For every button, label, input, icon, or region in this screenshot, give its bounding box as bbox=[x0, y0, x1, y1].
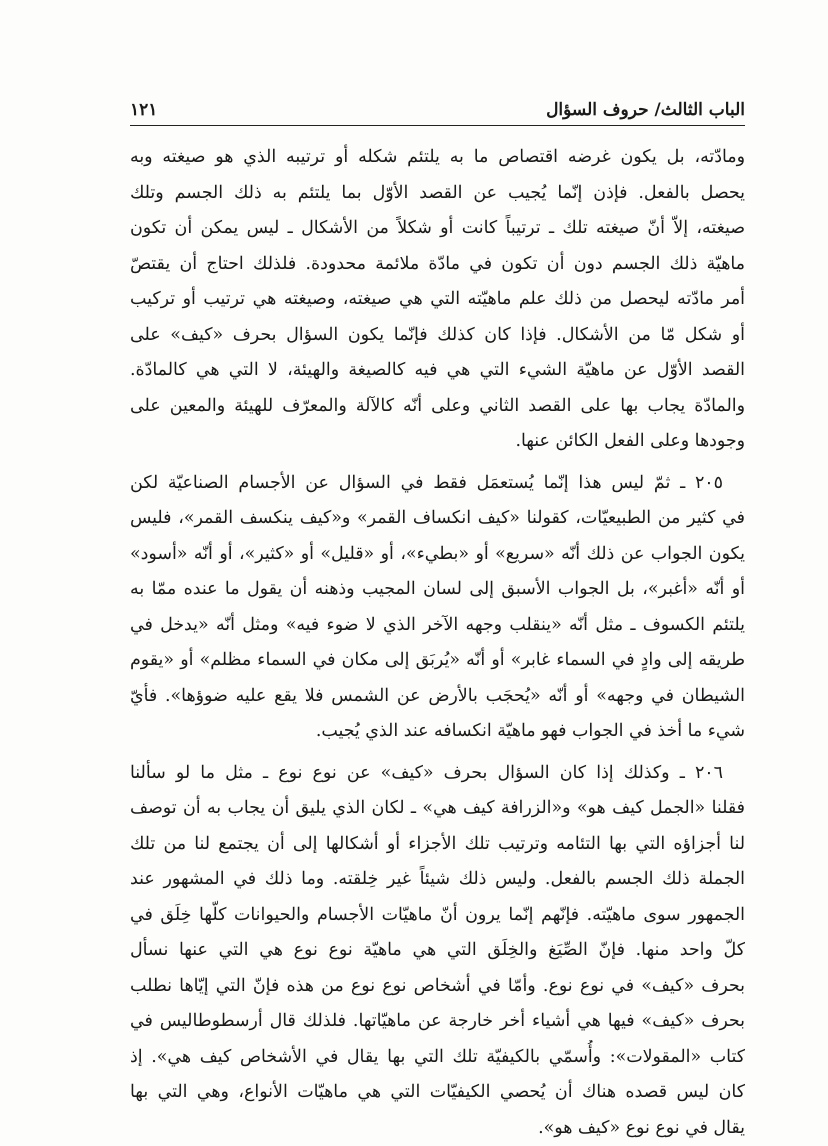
text-line: يكون الجواب عن ذلك أنّه «سريع» أو «بطيء»، أو «قليل» أو «كثير»، أو أنّه «أسود» bbox=[130, 537, 745, 573]
text-line: أو شكل مّا من الأشكال. فإذا كان كذلك فإنّما يكون السؤال بحرف «كيف» على bbox=[130, 318, 745, 354]
text-line: ومادّته، بل يكون غرضه اقتصاص ما به يلتئم شكله أو ترتيبه الذي هو صيغته وبه bbox=[130, 140, 745, 176]
text-line: ماهيّة ذلك الجسم دون أن تكون في مادّة ملائمة محدودة. فلذلك احتاج أن يقتصّ bbox=[130, 247, 745, 283]
text-line: لنا أجزاؤه التي بها التئامه وترتيب تلك الأجزاء أو أشكالها إلى أن يجتمع لنا من تلك bbox=[130, 827, 745, 863]
text-line: ٢٠٦ ـ وكذلك إذا كان السؤال بحرف «كيف» عن نوع نوع ـ مثل ما لو سألنا bbox=[130, 756, 745, 792]
text-line: في كثير من الطبيعيّات، كقولنا «كيف انكساف القمر» و«كيف ينكسف القمر»، فليس bbox=[130, 501, 745, 537]
text-line: يحصل بالفعل. فإذن إنّما يُجيب عن القصد الأوّل بما يلتئم به ذلك الجسم وتلك bbox=[130, 176, 745, 212]
text-line: ٢٠٥ ـ ثمّ ليس هذا إنّما يُستعمَل فقط في السؤال عن الأجسام الصناعيّة لكن bbox=[130, 466, 745, 502]
text-line: الجملة ذلك الجسم بالفعل. وليس ذلك شيئاً غير خِلقته. وما ذلك في المشهور عند bbox=[130, 862, 745, 898]
text-line: طريقه إلى وادٍ في السماء غابر» أو أنّه «يُربَق إلى مكان في السماء مظلم» أو «يقوم bbox=[130, 643, 745, 679]
paragraph bbox=[130, 756, 745, 1146]
text-line: أو أنّه «أغبر»، بل الجواب الأسبق إلى لسان المجيب وذهنه أن يقول ما عنده ممّا به bbox=[130, 572, 745, 608]
paragraph bbox=[130, 466, 745, 750]
text-line: بحرف «كيف» فيها هي أشياء أخر خارجة عن ماهيّاتها. فلذلك قال أرسطوطاليس في bbox=[130, 1004, 745, 1040]
text-line: الشيطان في وجهه» أو أنّه «يُحجَب بالأرض عن الشمس فلا يقع عليه ضوؤها». فأيّ bbox=[130, 679, 745, 715]
text-line: يلتئم الكسوف ـ مثل أنّه «ينقلب وجهه الآخر الذي لا ضوء فيه» ومثل أنّه «يدخل في bbox=[130, 608, 745, 644]
text-line: أمر مادّته ليحصل من ذلك علم ماهيّته التي هي صيغته، وصيغته هي ترتيب أو تركيب bbox=[130, 282, 745, 318]
header-rule bbox=[130, 125, 745, 126]
text-line: كان ليس قصده هناك أن يُحصي الكيفيّات التي هي ماهيّات الأنواع، وهي التي بها bbox=[130, 1075, 745, 1111]
paragraph bbox=[130, 140, 745, 460]
text-line: والمادّة يجاب بها على القصد الثاني وعلى أنّه كالآلة والمعرّف للهيئة والمعين على bbox=[130, 389, 745, 425]
text-line: كلّ واحد منها. فإنّ الصِّيَغ والخِلَق التي هي ماهيّة نوع نوع هي التي عنها نسأل bbox=[130, 933, 745, 969]
text-line: بحرف «كيف» في نوع نوع. وأمّا في أشخاص نوع نوع من هذه فإنّ التي إيّاها نطلب bbox=[130, 969, 745, 1005]
text-line: وجودها وعلى الفعل الكائن عنها. bbox=[130, 424, 745, 460]
text-line: يقال في نوع نوع «كيف هو». bbox=[130, 1111, 745, 1146]
page-number: ١٢١ bbox=[130, 100, 157, 120]
text-line: الجمهور سوى ماهيّته. فإنّهم إنّما يرون أنّ ماهيّات الأجسام والحيوانات كلّها خِلَق في bbox=[130, 898, 745, 934]
text-line: فقلنا «الجمل كيف هو» و«الزرافة كيف هي» ـ لكان الذي يليق أن يجاب به أن توصف bbox=[130, 791, 745, 827]
page-body bbox=[130, 140, 745, 1146]
text-line: القصد الأوّل عن ماهيّة الشيء التي هي فيه كالصيغة والهيئة، لا التي هي كالمادّة. bbox=[130, 353, 745, 389]
chapter-title: الباب الثالث/ حروف السؤال bbox=[546, 100, 745, 120]
text-line: شيء ما أخذ في الجواب فهو ماهيّة انكسافه عند الذي يُجيب. bbox=[130, 714, 745, 750]
text-line: صيغته، إلاّ أنّ صيغته تلك ـ ترتيباً كانت أو شكلاً من الأشكال ـ ليس يمكن أن تكون bbox=[130, 211, 745, 247]
running-header bbox=[130, 92, 745, 120]
text-line: كتاب «المقولات»: وأُسمّي بالكيفيّة تلك التي بها يقال في الأشخاص كيف هي». إذ bbox=[130, 1040, 745, 1076]
